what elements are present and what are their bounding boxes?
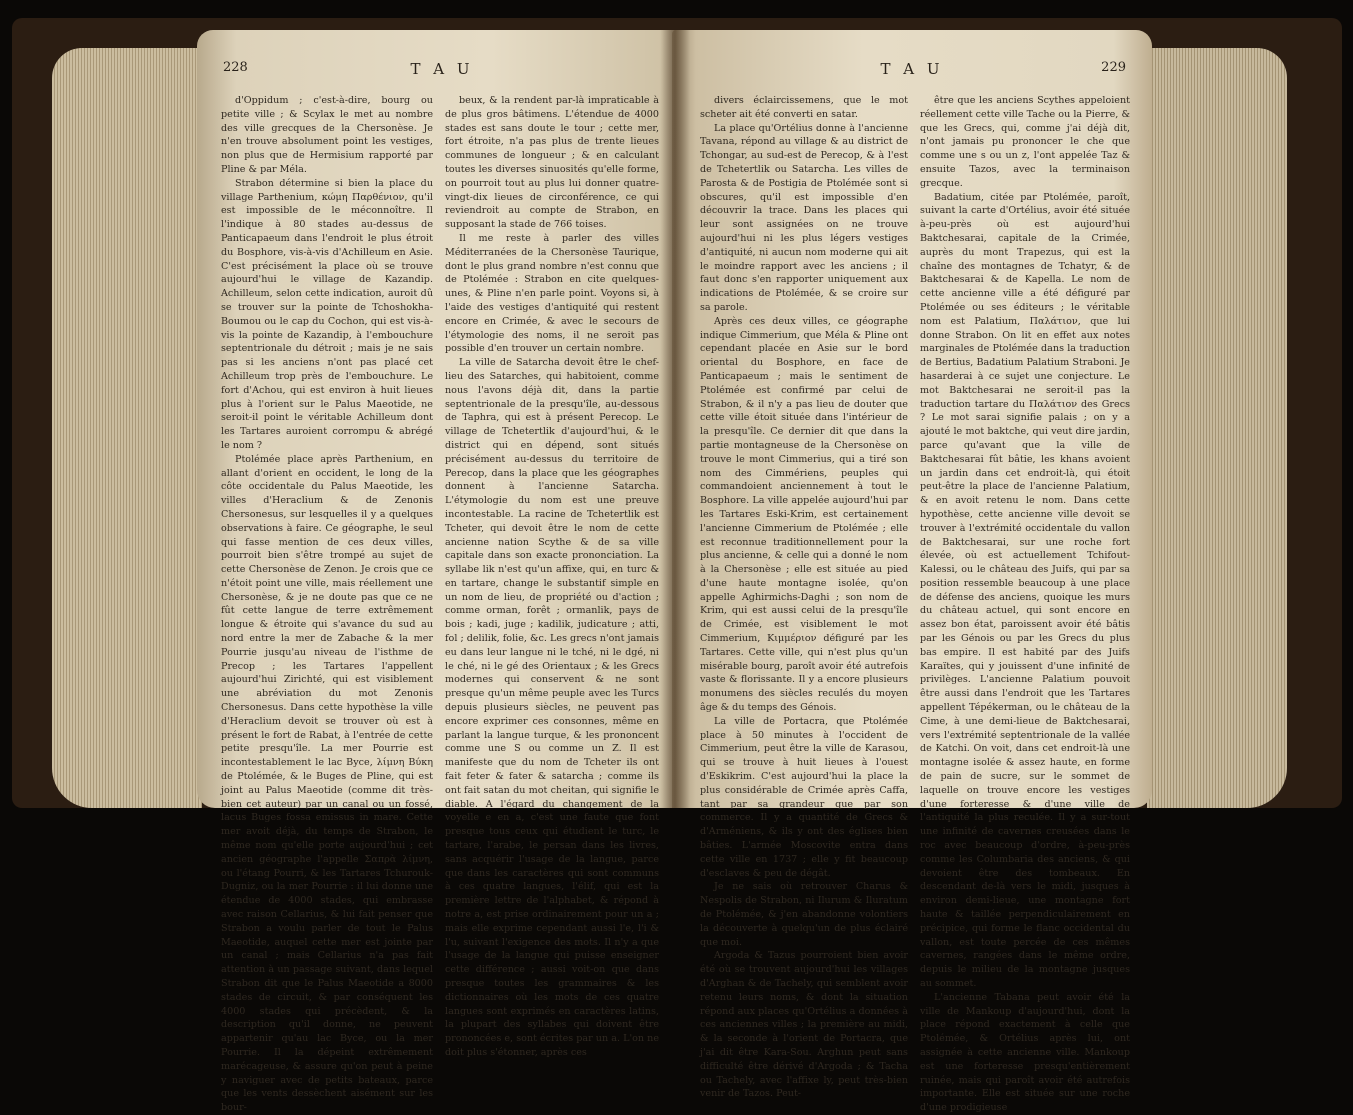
- paragraph: Ptolémée place après Parthenium, en allant d'orient en occident, le long de la côte occidentale du Palus Maeotide, les villes d'Heraclium & de Zenonis Chersonesus, sur lesquelles il y a quelques observations à faire. Ce géographe, le seul qui fasse mention de ces deux villes, pourroit bien s'être trompé au sujet de cette Chersonèse de Zenon. Je crois que ce n'étoit point une ville, mais réellement une Chersonèse, & je ne doute pas que ce ne fût cette langue de terre extrêmement longue & étroite qui s'avance du sud au nord entre la mer de Zabache & la mer Pourrie jusqu'au niveau de l'isthme de Precop ; les Tartares l'appellent aujourd'hui Zirichté, qui est visiblement une abréviation du mot Zenonis Chersonesus. Dans cette hypothèse la ville d'Heraclium devoit se trouver où est à présent le fort de Rabat, à l'entrée de cette petite presqu'île. La mer Pourrie est incontestablement le lac Byce, λίμνη Βύκη de Ptolémée, & le Buges de Pline, qui est joint au Palus Maeotide (comme dit très-bien cet auteur) par un canal ou un fossé, lacus Buges fossa emissus in mare. Cette mer avoit déjà, du temps de Strabon, le même nom qu'elle porte aujourd'hui ; cet ancien géographe l'appelle Σαπρὰ λίμνη, ou l'étang Pourri, & les Tartares Tchurouk-Dugniz, ou la mer Pourrie : il lui donne une étendue de 4000 stades, qui embrasse avec raison Cellarius, & lui fait penser que Strabon a voulu parler de tout le Palus Maeotide, auquel cette mer est jointe par un canal ; mais Cellarius n'a pas fait attention à un passage suivant, dans lequel Strabon dit que le Palus Maeotide a 8000 stades de circuit, & par conséquent les 4000 stades qui précèdent, & la description qu'il donne, ne peuvent appartenir qu'au lac Byce, ou la mer Pourrie. Il la dépeint extrêmement marécageuse, & assure qu'on peut à peine y naviguer avec de petits bateaux, parce que les vents dessèchent aisément sur les bour-: [221, 453, 433, 1114]
- open-book: [12, 18, 1342, 1114]
- right-running-head: T A U: [880, 60, 944, 78]
- paragraph: La place qu'Ortélius donne à l'ancienne Tavana, répond au village & au district de Tchongar, au sud-est de Perecop, & à l'est de Tchetertlik ou Satarcha. Les villes de Parosta & de Postigia de Ptolémée sont si obscures, qu'il est impossible d'en découvrir la trace. Dans les places qui leur sont assignées on ne trouve aujourd'hui ni les plus légers vestiges d'antiquité, ni aucun nom moderne qui ait le moindre rapport avec les anciens ; il faut donc s'en rapporter uniquement aux indications de Ptolémée, & se croire sur sa parole.: [700, 122, 908, 313]
- right-page-stack: [1147, 48, 1287, 808]
- left-page-number: 228: [223, 60, 248, 75]
- left-page: [197, 30, 687, 1114]
- left-page-column-2: [445, 94, 659, 1058]
- right-page-column-1: [700, 94, 908, 1100]
- paragraph: Badatium, citée par Ptolémée, paroît, suivant la carte d'Ortélius, avoir été située à-peu-près où est aujourd'hui Baktchesarai, capitale de la Crimée, auprès du mont Trapezus, qui est la chaîne des montagnes de Tchatyr, & de Baktchesarai & de Kapella. Le nom de cette ancienne ville a été défiguré par Ptolémée ou ses éditeurs ; le véritable nom est Palatium, Παλάτιον, que lui donne Strabon. On lit en effet aux notes marginales de Ptolémée dans la traduction de Bertius, Badatium Palatium Straboni. Je hasarderai à ce sujet une conjecture. Le mot Baktchesarai ne seroit-il pas la traduction tartare du Παλάτιον des Grecs ? Le mot sarai signifie palais ; on y a ajouté le mot baktche, qui veut dire jardin, parce qu'avant que la ville de Baktchesarai fût bâtie, les khans avoient un jardin dans cet endroit-là, qui étoit peut-être la place de l'ancienne Palatium, & en avoit retenu le nom. Dans cette hypothèse, cette ancienne ville devoit se trouver à l'extrémité occidentale du vallon de Baktchesarai, sur une roche fort élevée, où est actuellement Tchifout-Kalessi, ou le château des Juifs, qui par sa position ressemble beaucoup à une place de défense des anciens, quoique les murs du château actuel, qui sont encore en assez bon état, paroissent avoir été bâtis par les Génois ou par les Grecs du plus bas empire. Il est habité par des Juifs Karaïtes, qui y jouissent d'une infinité de privilèges. L'ancienne Palatium pouvoit être aussi dans l'endroit que les Tartares appellent Tépékerman, ou le château de la Cime, à une demi-lieue de Baktchesarai, vers l'extrémité septentrionale de la vallée de Katchi. On voit, dans cet endroit-là une montagne isolée & assez haute, en forme de pain de sucre, sur le sommet de laquelle on trouve encore les vestiges d'une forteresse & d'une ville de l'antiquité la plus reculée. Il y a sur-tout une infinité de cavernes creusées dans le roc avec beaucoup d'ordre, à-peu-près comme les Columbaria des anciens, & qui devoient être des tombeaux. En descendant de-là vers le midi, jusques à environ demi-lieue, une montagne fort haute & taillée perpendiculairement en précipice, qui forme le flanc occidental du vallon, est toute percée de ces mêmes cavernes, rangées dans le même ordre, depuis le milieu de la montagne jusques au sommet.: [920, 191, 1130, 989]
- paragraph: divers éclaircissemens, que le mot scheter ait été converti en satar.: [700, 95, 908, 120]
- right-page-header: [672, 60, 1152, 88]
- paragraph: Je ne sais où retrouver Charus & Nespolis de Strabon, ni Ilurum & Iluratum de Ptolémée, & j'en abandonne volontiers la découverte à quelqu'un de plus éclairé que moi.: [700, 881, 908, 948]
- paragraph: L'ancienne Tabana peut avoir été la ville de Mankoup d'aujourd'hui, dont la place répond exactement à celle que Ptolémée, & Ortélius après lui, ont assignée à cette ancienne ville. Mankoup est une forteresse presqu'entièrement ruinée, mais qui paroît avoir été autrefois importante. Elle est située sur une roche d'une prodigieuse: [920, 991, 1130, 1114]
- paragraph: La ville de Portacra, que Ptolémée place à 50 minutes à l'occident de Cimmerium, peut être la ville de Karasou, qui se trouve à huit lieues à l'ouest d'Eskikrim. C'est aujourd'hui la place la plus considérable de Crimée après Caffa, tant par sa grandeur que par son commerce. Il y a quantité de Grecs & d'Arméniens, & ils y ont des églises bien bâties. L'armée Moscovite entra dans cette ville en 1737 ; elle y fit beaucoup d'esclaves & peu de dégât.: [700, 715, 908, 879]
- paragraph: d'Oppidum ; c'est-à-dire, bourg ou petite ville ; & Scylax le met au nombre des ville grecques de la Chersonèse. Je n'en trouve absolument point les vestiges, non plus que de Hermisium rapporté par Pline & par Méla.: [221, 95, 433, 175]
- paragraph: Strabon détermine si bien la place du village Parthenium, κώμη Παρθένιον, qu'il est impossible de le méconnoître. Il l'indique à 80 stades au-dessus de Panticapaeum dans l'endroit le plus étroit du Bosphore, vis-à-vis d'Achilleum en Asie. C'est précisément la place où se trouve aujourd'hui le village de Kazandip. Achilleum, selon cette indication, auroit dû se trouver sur la pointe de Tchoshokha-Boumou ou le cap du Cochon, qui est vis-à-vis la pointe de Kazandip, à l'embouchure septentrionale du détroit ; mais je ne sais pas si les anciens n'ont pas placé cet Achilleum trop près de l'embouchure. Le fort d'Achou, qui est environ à huit lieues plus à l'orient sur le Palus Maeotide, ne seroit-il point le véritable Achilleum dont les Tartares auroient corrompu & abrégé le nom ?: [221, 177, 433, 451]
- left-page-stack: [52, 48, 202, 808]
- paragraph: Argoda & Tazus pourroient bien avoir été où se trouvent aujourd'hui les villages d'Arghan & de Tachely, qui semblent avoir retenu leurs noms, & dont la situation répond aux places qu'Ortélius a données à ces anciennes villes ; la première au midi, & la seconde à l'orient de Portacra, que j'ai dit être Kara-Sou. Arghun peut sans difficulté être dérivé d'Argoda ; & Tacha ou Tachely, avec l'affixe ly, peut très-bien venir de Tazos. Peut-: [700, 950, 908, 1100]
- right-page-number: 229: [1101, 60, 1126, 75]
- paragraph: beux, & la rendent par-là impraticable à de plus gros bâtimens. L'étendue de 4000 stades est sans doute le tour ; cette mer, fort étroite, n'a pas plus de trente lieues communes de longueur ; & en calculant toutes les diverses sinuosités qu'elle forme, on pourroit tout au plus lui donner quatre-vingt-dix lieues de circonférence, ce qui reviendroit au compte de Strabon, en supposant la stade de 766 toises.: [445, 95, 659, 231]
- paragraph: Après ces deux villes, ce géographe indique Cimmerium, que Méla & Pline ont cependant placée en Asie sur le bord oriental du Bosphore, en face de Panticapaeum ; mais le sentiment de Ptolémée est confirmé par celui de Strabon, & il n'y a pas lieu de douter que cette ville étoit située dans l'intérieur de la presqu'île. Ce dernier dit que dans la partie montagneuse de la Chersonèse on trouve le mont Cimmerius, qui a tiré son nom des Cimmériens, peuples qui commandoient anciennement à tout le Bosphore. La ville appelée aujourd'hui par les Tartares Eski-Krim, est certainement l'ancienne Cimmerium de Ptolémée ; elle est reconnue traditionnellement pour la plus ancienne, & celle qui a donné le nom à la Chersonèse ; elle est située au pied d'une haute montagne isolée, qu'on appelle Aghirmichs-Daghi ; son nom de Krim, qui est aussi celui de la presqu'île de Crimée, est visiblement le mot Cimmerium, Κιμμέριον défiguré par les Tartares. Cette ville, qui n'est plus qu'un misérable bourg, paroît avoir été autrefois vaste & florissante. Il y a encore plusieurs monumens des siècles reculés du moyen âge & du temps des Génois.: [700, 315, 908, 714]
- left-running-head: T A U: [410, 60, 474, 78]
- left-page-column-1: [221, 94, 433, 1114]
- right-page-column-2: [920, 94, 1130, 1114]
- book-gutter: [660, 30, 690, 808]
- right-page: [672, 30, 1152, 1114]
- left-page-header: [197, 60, 687, 88]
- paragraph: Il me reste à parler des villes Méditerranées de la Chersonèse Taurique, dont le plus grand nombre n'est connu que de Ptolémée : Strabon en cite quelques-unes, & Pline n'en parle point. Voyons si, à l'aide des vestiges d'antiquité qui restent encore en Crimée, & avec le secours de l'étymologie des noms, il ne seroit pas possible d'en trouver un certain nombre.: [445, 232, 659, 355]
- paragraph: être que les anciens Scythes appeloient réellement cette ville Tache ou la Pierre, & que les Grecs, qui, comme j'ai déjà dit, n'ont jamais pu prononcer le che que comme une s ou un z, l'ont appelée Taz & ensuite Tazos, avec la terminaison grecque.: [920, 95, 1130, 189]
- paragraph: La ville de Satarcha devoit être le chef-lieu des Satarches, qui habitoient, comme nous l'avons déjà dit, dans la partie septentrionale de la presqu'île, au-dessous de Taphra, qui est à présent Perecop. Le village de Tchetertlik d'aujourd'hui, & le district qui en dépend, sont situés précisément au-dessus du territoire de Perecop, dans la place que les géographes donnent à l'ancienne Satarcha. L'étymologie du nom est une preuve incontestable. La racine de Tchetertlik est Tcheter, qui devoit être le nom de cette ancienne nation Scythe & de sa ville capitale dans son exacte prononciation. La syllabe lik n'est qu'un affixe, qui, en turc & en tartare, change le substantif simple en un nom de lieu, de propriété ou d'action ; comme orman, forêt ; ormanlik, pays de bois ; kadi, juge ; kadilik, judicature ; atti, fol ; delilik, folie, &c. Les grecs n'ont jamais eu dans leur langue ni le tché, ni le dgé, ni le ché, ni le gé des Orientaux ; & les Grecs modernes qui conservent & ne sont presque qu'un même peuple avec les Turcs depuis plusieurs siècles, ne peuvent pas encore exprimer ces consonnes, même en parlant la langue turque, & les prononcent comme une S ou comme un Z. Il est manifeste que du nom de Tcheter ils ont fait feter & fater & satarcha ; comme ils ont fait satan du mot cheitan, qui signifie le diable. A l'égard du changement de la voyelle e en a, c'est une faute que font presque tous ceux qui étudient le turc, le tartare, l'arabe, le persan dans les livres, sans acquérir l'usage de la langue, parce que dans les caractères qui sont communs à ces quatre langues, l'élif, qui est la première lettre de l'alphabet, & répond à notre a, est prise ordinairement pour un a ; mais elle exprime cependant aussi l'e, l'i & l'u, suivant l'exigence des mots. Il n'y a que l'usage de la langue qui puisse enseigner cette différence ; aussi voit-on que dans presque toutes les grammaires & les dictionnaires où les mots de ces quatre langues sont exprimés en caractères latins, la plupart des syllabes qui doivent être prononcées e, sont écrites par un a. L'on ne doit plus s'étonner, après ces: [445, 357, 659, 1058]
